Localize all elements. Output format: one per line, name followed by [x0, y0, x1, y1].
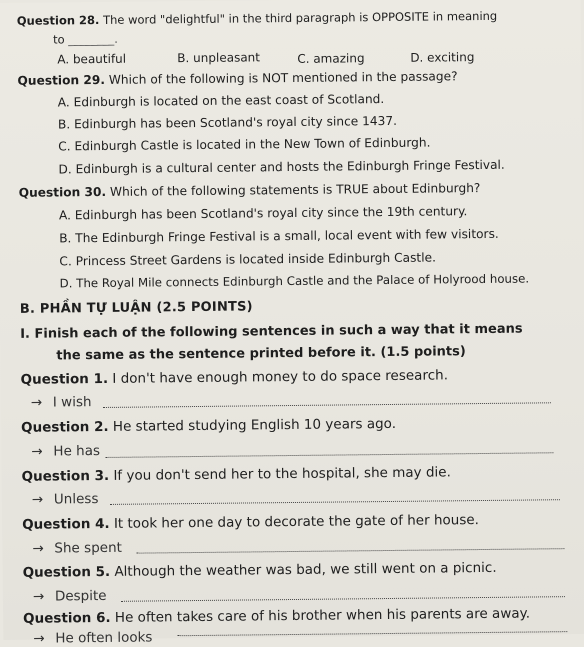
q30-option-c: C. Princess Street Gardens is located inside Edinburgh Castle.: [59, 250, 437, 269]
q30-option-a: A. Edinburgh has been Scotland's royal city since the 19th century.: [58, 204, 468, 223]
rewrite-answer-1-starter: I wish: [52, 394, 92, 411]
rewrite-question-6-label: Question 6.: [23, 609, 111, 627]
rewrite-question-1-label: Question 1.: [20, 370, 109, 388]
rewrite-question-5: [23, 560, 497, 581]
rewrite-question-3-text: If you don't send her to the hospital, she may die.: [113, 464, 451, 484]
rewrite-answer-1: [31, 394, 92, 411]
rewrite-question-4-text: It took her one day to decorate the gate of her house.: [113, 512, 480, 532]
rewrite-answer-4-starter: She spent: [54, 539, 122, 557]
q29-option-c: C. Edinburgh Castle is located in the New Town of Edinburgh.: [58, 135, 431, 154]
answer-6-line[interactable]: [177, 631, 567, 636]
rewrite-answer-2: [31, 443, 100, 460]
q30-option-b: B. The Edinburgh Fringe Festival is a small, local event with few visitors.: [59, 226, 499, 246]
q28-option-c: C. amazing: [297, 51, 365, 66]
question-28-text: The word "delightful" in the third paragraph is OPPOSITE in meaning: [102, 8, 498, 27]
arrow-icon: →: [31, 491, 44, 508]
rewrite-answer-2-starter: He has: [53, 443, 101, 460]
q28-option-d: D. exciting: [410, 50, 475, 65]
question-30-text: Which of the following statements is TRUE about Edinburgh?: [109, 181, 481, 199]
question-28-text-line2: to: [52, 32, 65, 47]
question-30: [19, 181, 481, 200]
q28-option-a: A. beautiful: [57, 51, 127, 67]
answer-5-line[interactable]: [121, 596, 565, 602]
section-heading: B. PHẦN TỰ LUẬN (2.5 POINTS): [19, 299, 253, 317]
answer-4-line[interactable]: [136, 548, 564, 553]
rewrite-answer-3-starter: Unless: [53, 491, 99, 508]
answer-2-line[interactable]: [105, 452, 553, 458]
question-29-text: Which of the following is NOT mentioned in the passage?: [108, 69, 458, 87]
rewrite-answer-5: [33, 588, 107, 605]
rewrite-question-4: [22, 512, 479, 533]
instruction-line-2: the same as the sentence printed before it. (1.5 points): [56, 344, 466, 364]
rewrite-question-6-text: He often takes care of his brother when his parents are away.: [114, 605, 531, 626]
rewrite-question-2-text: He started studying English 10 years ago.: [112, 415, 397, 435]
rewrite-question-1: [21, 367, 448, 387]
rewrite-answer-5-starter: Despite: [54, 587, 107, 605]
q28-option-b: B. unpleasant: [177, 50, 261, 66]
question-28-blank: ________.: [68, 31, 118, 47]
rewrite-question-2: [21, 416, 396, 436]
rewrite-question-1-text: I don't have enough money to do space research.: [112, 367, 449, 387]
question-28-line2: [53, 32, 118, 47]
rewrite-question-5-label: Question 5.: [22, 563, 111, 581]
rewrite-question-6: [23, 606, 530, 627]
arrow-icon: →: [31, 443, 43, 460]
rewrite-answer-4: [32, 540, 122, 557]
q29-option-d: D. Edinburgh is a cultural center and hosts the Edinburgh Fringe Festival.: [58, 157, 505, 177]
rewrite-question-5-text: Although the weather was bad, we still went on a picnic.: [114, 559, 497, 580]
arrow-icon: →: [30, 394, 43, 411]
answer-3-line[interactable]: [110, 499, 560, 505]
q30-option-d: D. The Royal Mile connects Edinburgh Castle and the Palace of Holyrood house.: [59, 271, 530, 291]
rewrite-answer-6-starter: He often looks: [55, 629, 153, 647]
question-28: [17, 9, 497, 28]
rewrite-answer-3: [32, 491, 99, 508]
arrow-icon: →: [32, 588, 45, 605]
rewrite-question-4-label: Question 4.: [22, 515, 110, 533]
question-29-label: Question 29.: [17, 72, 106, 88]
question-30-label: Question 30.: [18, 184, 107, 200]
rewrite-question-3: [22, 464, 451, 484]
rewrite-question-3-label: Question 3.: [21, 467, 110, 485]
arrow-icon: →: [32, 540, 44, 557]
q29-option-a: A. Edinburgh is located on the east coast of Scotland.: [57, 92, 385, 110]
rewrite-answer-6: [33, 629, 152, 646]
question-28-label: Question 28.: [16, 13, 100, 28]
q29-option-b: B. Edinburgh has been Scotland's royal city since 1437.: [57, 113, 398, 132]
question-29: [17, 69, 457, 88]
arrow-icon: →: [33, 630, 45, 647]
answer-1-line[interactable]: [103, 402, 551, 408]
instruction-line-1: I. Finish each of the following sentences in such a way that it means: [20, 321, 523, 342]
rewrite-question-2-label: Question 2.: [21, 418, 109, 436]
